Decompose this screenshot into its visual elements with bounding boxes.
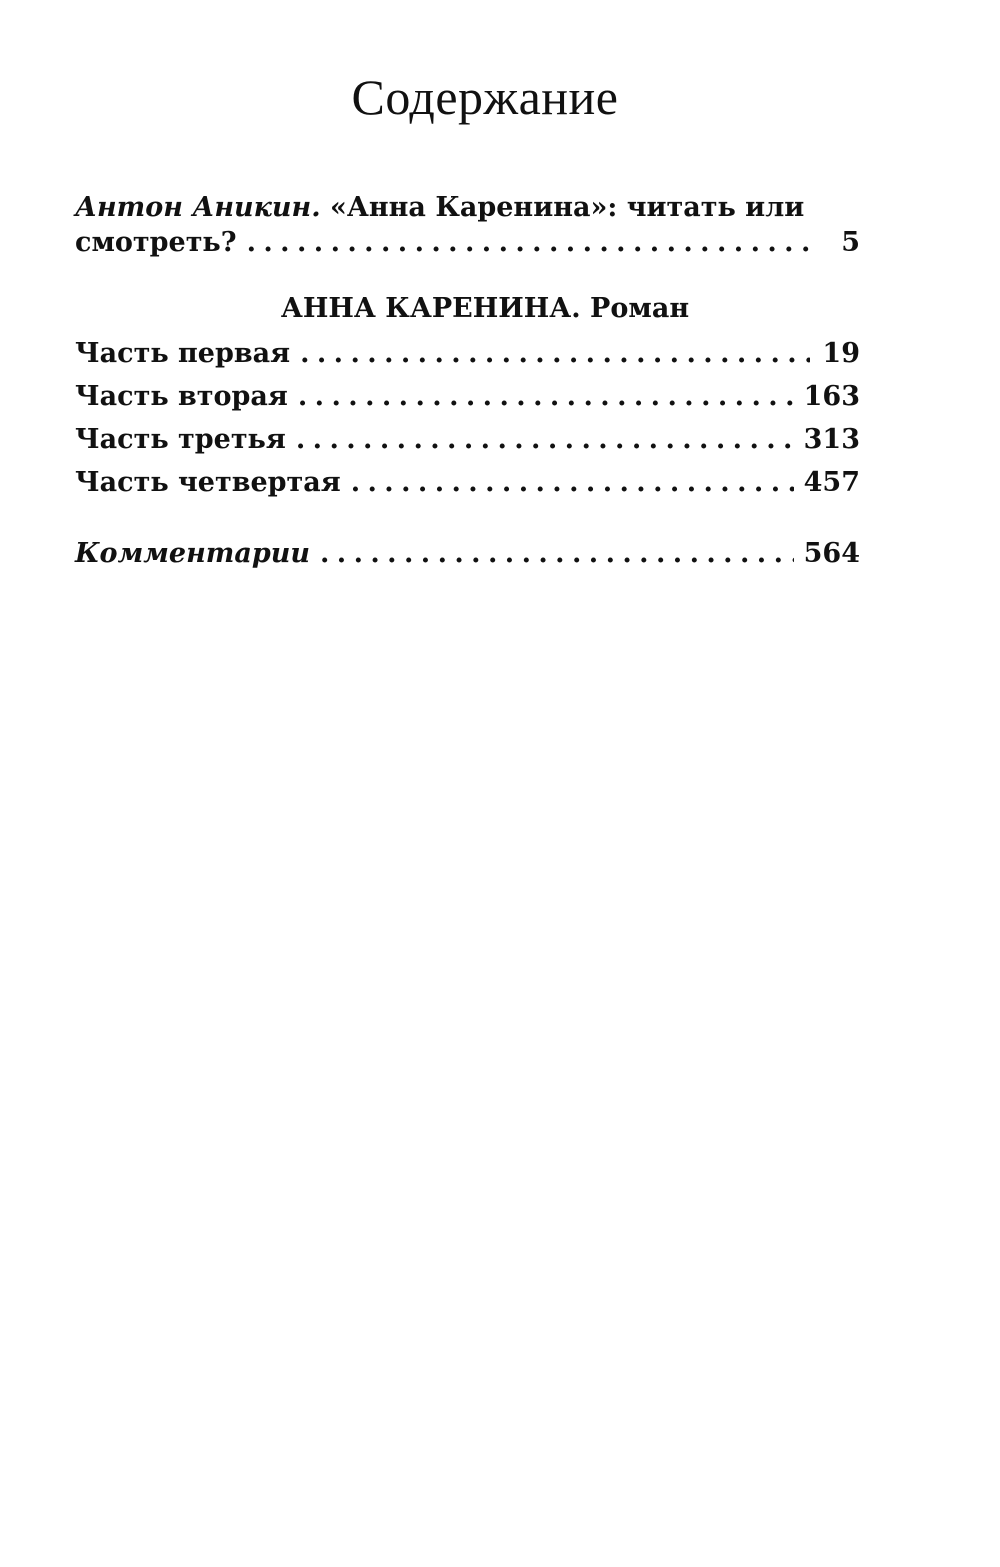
dot-leader: [298, 381, 794, 412]
comments-page-number: 564: [803, 538, 860, 569]
toc-entry-part-4: [75, 467, 860, 510]
part-page-number: 163: [803, 381, 860, 412]
dot-leader: [300, 338, 810, 369]
part-page-number: 313: [803, 424, 860, 455]
essay-second-line: [75, 225, 860, 260]
toc-entry-essay: [75, 190, 860, 260]
toc-entry-comments: [75, 538, 860, 569]
part-page-number: 19: [822, 338, 860, 369]
toc-parts-list: [75, 338, 860, 510]
dot-leader: [247, 225, 810, 260]
part-label: Часть третья: [75, 424, 286, 455]
comments-label: Комментарии: [75, 538, 310, 569]
essay-title-line1: «Анна Каренина»: читать или: [330, 192, 805, 223]
comments-row: [75, 538, 860, 569]
part-page-number: 457: [803, 467, 860, 498]
section-title: АННА КАРЕНИНА. Роман: [280, 293, 690, 324]
essay-author: Антон Аникин.: [75, 192, 321, 223]
part-label: Часть четвертая: [75, 467, 341, 498]
part-label: Часть первая: [75, 338, 291, 369]
part-label: Часть вторая: [75, 381, 288, 412]
essay-first-line: [75, 190, 860, 225]
page-title: Содержание: [351, 69, 619, 125]
dot-leader: [296, 424, 794, 455]
essay-title-line2: смотреть?: [75, 227, 237, 258]
essay-page-number: 5: [841, 227, 860, 258]
toc-entry-part-2: [75, 381, 860, 424]
toc-entry-part-3: [75, 424, 860, 467]
toc-entry-part-1: [75, 338, 860, 381]
dot-leader: [320, 538, 794, 569]
dot-leader: [351, 467, 794, 498]
